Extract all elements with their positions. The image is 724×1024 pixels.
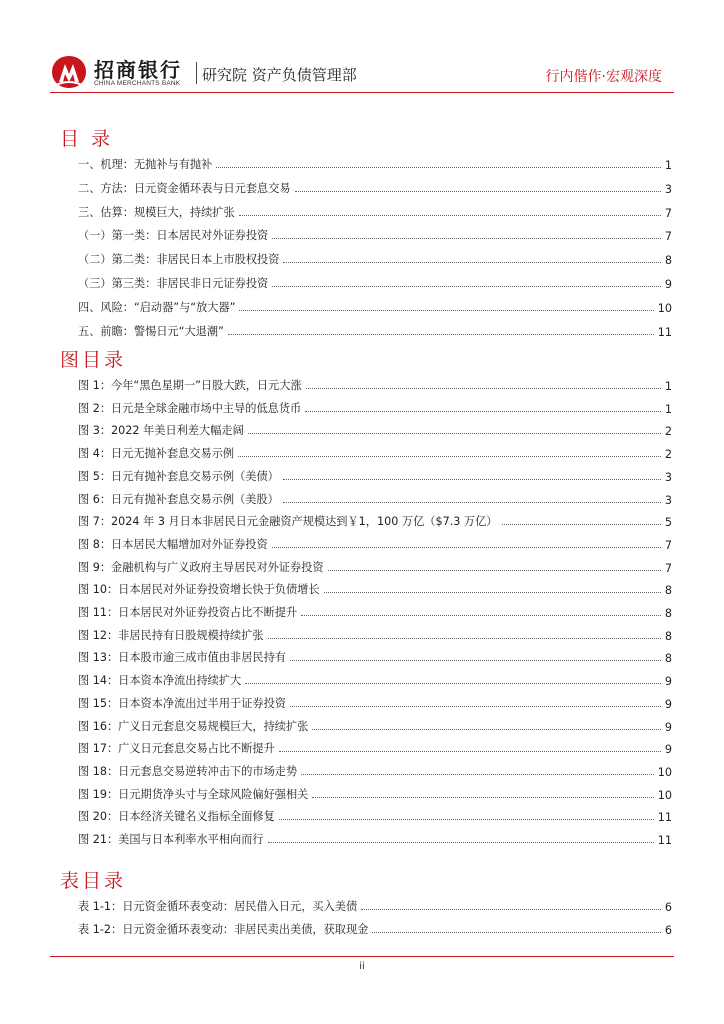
toc-entry[interactable] xyxy=(78,738,672,756)
toc-entry[interactable] xyxy=(78,178,672,196)
entry-label: （三）第三类：非居民非日元证券投资 xyxy=(78,277,269,290)
entry-page-number: 3 xyxy=(664,493,672,507)
logo-chinese-name: 招商银行 xyxy=(94,58,182,82)
entry-page-number: 6 xyxy=(664,923,672,937)
dot-leader xyxy=(324,592,661,593)
page-number: ii xyxy=(359,961,365,972)
toc-entry[interactable] xyxy=(78,602,672,620)
entry-page-number: 7 xyxy=(664,561,672,575)
entry-page-number: 9 xyxy=(664,278,672,291)
report-category: 行内偕作·宏观深度 xyxy=(545,69,662,85)
dot-leader xyxy=(268,638,661,639)
toc-entry[interactable] xyxy=(78,693,672,711)
dot-leader xyxy=(279,751,661,752)
dot-leader xyxy=(283,262,660,263)
entry-label: 图 16：广义日元套息交易规模巨大，持续扩张 xyxy=(78,719,309,733)
dot-leader xyxy=(306,388,661,389)
toc-entry[interactable] xyxy=(78,761,672,779)
entry-label: 图 4：日元无抛补套息交易示例 xyxy=(78,447,235,461)
entry-label: （一）第一类：日本居民对外证券投资 xyxy=(78,229,269,243)
entry-page-number: 8 xyxy=(664,254,672,268)
entry-page-number: 8 xyxy=(664,629,672,643)
dot-leader xyxy=(239,215,661,216)
cmb-logo-icon xyxy=(50,54,88,90)
entry-page-number: 1 xyxy=(664,380,672,393)
dot-leader xyxy=(239,310,653,311)
entry-label: 图 17：广义日元套息交易占比不断提升 xyxy=(78,742,275,756)
figures-title: 图目录 xyxy=(60,349,127,371)
toc-entry[interactable] xyxy=(78,398,672,416)
entry-page-number: 9 xyxy=(664,743,672,757)
entry-page-number: 10 xyxy=(657,301,672,315)
entry-label: 五、前瞻：警惕日元“大退潮” xyxy=(78,324,224,338)
entry-page-number: 9 xyxy=(664,675,672,689)
entry-page-number: 7 xyxy=(664,230,672,244)
dot-leader xyxy=(301,774,654,775)
dot-leader xyxy=(290,660,661,661)
entry-page-number: 2 xyxy=(664,448,672,462)
toc-entry[interactable] xyxy=(78,896,672,914)
department-label: 研究院 资产负债管理部 xyxy=(202,66,357,84)
entry-label: 图 1：今年“黑色星期一”日股大跌，日元大涨 xyxy=(78,379,302,392)
entry-page-number: 3 xyxy=(664,470,672,484)
entry-label: 图 10：日本居民对外证券投资增长快于负债增长 xyxy=(78,583,320,597)
logo-english-name: CHINA MERCHANTS BANK xyxy=(94,80,181,87)
entry-label: 图 7：2024 年 3 月日本非居民日元金融资产规模达到￥1，100 万亿（$7.3 万亿） xyxy=(78,515,498,529)
entry-page-number: 10 xyxy=(657,788,672,802)
entry-label: 表 1-1：日元资金循环表变动：居民借入日元，买入美债 xyxy=(78,900,358,913)
dot-leader xyxy=(245,683,661,684)
entry-label: 图 6：日元有抛补套息交易示例（美股） xyxy=(78,492,279,506)
dot-leader xyxy=(238,456,661,457)
dot-leader xyxy=(248,433,661,434)
dot-leader xyxy=(228,334,654,335)
entry-page-number: 7 xyxy=(664,206,672,220)
toc-entry[interactable] xyxy=(78,557,672,575)
entry-page-number: 10 xyxy=(657,765,672,779)
dot-leader xyxy=(272,286,661,287)
entry-page-number: 2 xyxy=(664,425,672,439)
entry-label: 一、机理：无抛补与有抛补 xyxy=(78,158,213,171)
entry-page-number: 11 xyxy=(657,834,672,847)
dot-leader xyxy=(290,706,661,707)
toc-entry[interactable] xyxy=(78,670,672,688)
toc-entry[interactable] xyxy=(78,154,672,172)
entry-page-number: 1 xyxy=(664,159,672,172)
toc-title: 目 录 xyxy=(60,128,114,150)
entry-label: 三、估算：规模巨大，持续扩张 xyxy=(78,205,235,219)
dot-leader xyxy=(361,909,661,910)
dot-leader xyxy=(372,932,661,933)
toc-entry[interactable] xyxy=(78,625,672,643)
entry-page-number: 11 xyxy=(657,325,672,339)
dot-leader xyxy=(502,524,661,525)
toc-entry[interactable] xyxy=(78,225,672,243)
dot-leader xyxy=(305,411,661,412)
toc-entry[interactable] xyxy=(78,466,672,484)
toc-entry[interactable] xyxy=(78,647,672,665)
entry-page-number: 1 xyxy=(664,402,672,416)
entry-label: 图 20：日本经济关键名义指标全面修复 xyxy=(78,810,275,824)
entry-label: （二）第二类：非居民日本上市股权投资 xyxy=(78,253,280,267)
toc-entry[interactable] xyxy=(78,420,672,438)
toc-entry[interactable] xyxy=(78,511,672,529)
dot-leader xyxy=(272,238,661,239)
entry-label: 图 19：日元期货净头寸与全球风险偏好强相关 xyxy=(78,787,309,801)
entry-page-number: 11 xyxy=(657,811,672,825)
toc-entry[interactable] xyxy=(78,716,672,734)
entry-label: 图 2：日元是全球金融市场中主导的低息货币 xyxy=(78,401,302,415)
dot-leader xyxy=(312,729,661,730)
entry-label: 图 9：金融机构与广义政府主导居民对外证券投资 xyxy=(78,560,324,574)
entry-label: 表 1-2：日元资金循环表变动：非居民卖出美债，获取现金 xyxy=(78,922,369,936)
tables-title: 表目录 xyxy=(60,870,127,892)
toc-entry[interactable] xyxy=(78,579,672,597)
toc-entry[interactable] xyxy=(78,443,672,461)
toc-entry[interactable] xyxy=(78,202,672,220)
dot-leader xyxy=(279,819,654,820)
entry-label: 图 14：日本资本净流出持续扩大 xyxy=(78,674,242,688)
dot-leader xyxy=(301,615,661,616)
header-rule xyxy=(50,92,674,93)
toc-entry[interactable] xyxy=(78,784,672,802)
toc-entry[interactable] xyxy=(78,806,672,824)
dot-leader xyxy=(283,479,661,480)
entry-label: 图 15：日本资本净流出过半用于证券投资 xyxy=(78,696,286,710)
entry-label: 图 18：日元套息交易逆转冲击下的市场走势 xyxy=(78,764,298,778)
entry-label: 图 3：2022 年美日利差大幅走阔 xyxy=(78,424,244,438)
dot-leader xyxy=(328,570,661,571)
toc-entry[interactable] xyxy=(78,489,672,507)
entry-label: 二、方法：日元资金循环表与日元套息交易 xyxy=(78,181,291,195)
toc-entry[interactable] xyxy=(78,375,672,393)
entry-page-number: 5 xyxy=(664,516,672,530)
dot-leader xyxy=(216,167,661,168)
entry-page-number: 7 xyxy=(664,538,672,552)
toc-entry[interactable] xyxy=(78,297,672,315)
toc-entry[interactable] xyxy=(78,829,672,847)
toc-entry[interactable] xyxy=(78,273,672,291)
dot-leader xyxy=(268,842,654,843)
entry-label: 图 8：日本居民大幅增加对外证券投资 xyxy=(78,537,268,551)
dot-leader xyxy=(283,502,661,503)
footer-rule xyxy=(50,956,674,957)
entry-page-number: 6 xyxy=(664,901,672,914)
toc-entry[interactable] xyxy=(78,919,672,937)
entry-page-number: 9 xyxy=(664,697,672,711)
dot-leader xyxy=(295,191,661,192)
dot-leader xyxy=(272,547,661,548)
entry-page-number: 8 xyxy=(664,584,672,598)
toc-entry[interactable] xyxy=(78,249,672,267)
entry-label: 四、风险：“启动器”与“放大器” xyxy=(78,300,236,314)
header-divider xyxy=(196,62,197,84)
toc-entry[interactable] xyxy=(78,321,672,339)
entry-label: 图 5：日元有抛补套息交易示例（美债） xyxy=(78,469,279,483)
toc-entry[interactable] xyxy=(78,534,672,552)
entry-label: 图 12：非居民持有日股规模持续扩张 xyxy=(78,628,264,642)
entry-label: 图 13：日本股市逾三成市值由非居民持有 xyxy=(78,651,286,665)
entry-label: 图 11：日本居民对外证券投资占比不断提升 xyxy=(78,606,298,619)
entry-page-number: 8 xyxy=(664,607,672,620)
entry-page-number: 3 xyxy=(664,182,672,196)
dot-leader xyxy=(312,797,653,798)
entry-page-number: 9 xyxy=(664,720,672,734)
entry-label: 图 21：美国与日本利率水平相向而行 xyxy=(78,833,264,846)
entry-page-number: 8 xyxy=(664,652,672,666)
page-header xyxy=(50,50,674,94)
